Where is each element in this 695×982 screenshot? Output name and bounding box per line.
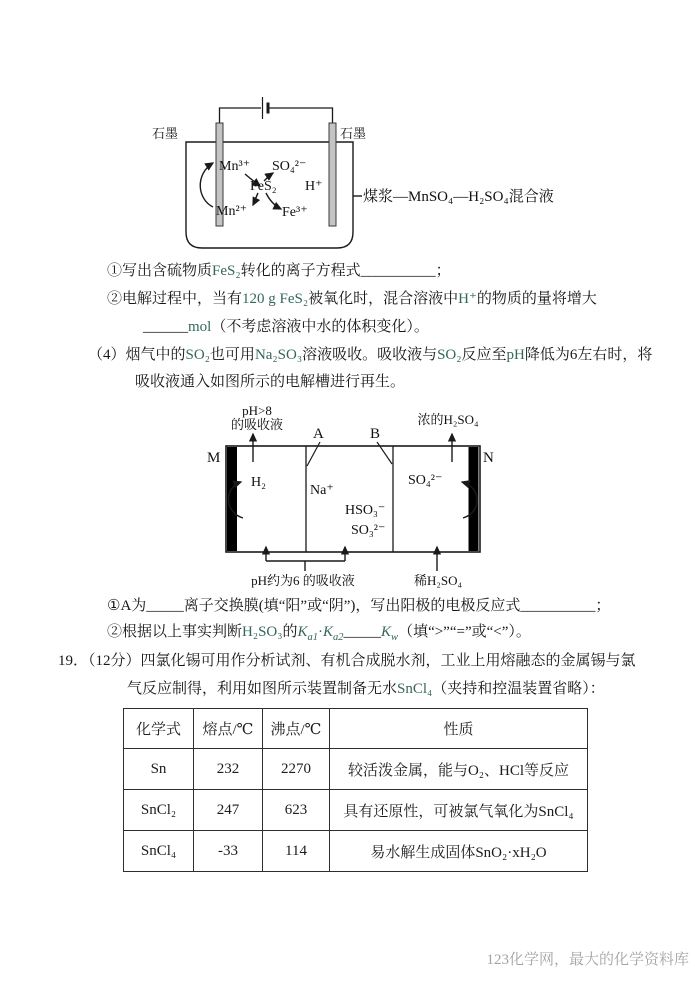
text-seg: K [297, 624, 308, 640]
text-seg: FeS₂ [212, 263, 241, 279]
d2-so4-label: SO₄²⁻ [408, 473, 443, 488]
text-seg: 降低为6左右时，将 [524, 347, 653, 363]
d2-membrane-a-label: A [313, 426, 324, 442]
d2-absorbent-out-label-2: 的吸收液 [230, 417, 284, 432]
table-row [124, 749, 588, 790]
text-seg: 气反应制得，利用如图所示装置制备无水 [127, 681, 398, 697]
text-seg: mol [188, 319, 212, 335]
text-seg: 也可用 [209, 347, 255, 363]
table-cell: SnCl₂ [124, 790, 194, 831]
d2-absorbent-in-label: pH约为6 的吸收液 [251, 573, 355, 588]
q18-sub2b-line [107, 622, 531, 642]
d2-na-label: Na⁺ [310, 483, 334, 498]
d1-right-electrode-label: 石墨 [340, 126, 367, 141]
table-header-cell: 沸点/℃ [263, 709, 330, 749]
text-seg: SO₂ [437, 347, 462, 363]
table-cell: 较活泼金属，能与O₂、HCl等反应 [330, 749, 588, 790]
text-seg: SO₂ [185, 347, 210, 363]
text-seg: · [318, 624, 324, 640]
d1-so4-label: SO₄²⁻ [272, 159, 307, 174]
text-seg: （不考虑溶液中水的体积变化）。 [211, 319, 429, 335]
text-seg: K [381, 624, 392, 640]
d1-h-label: H⁺ [305, 179, 323, 194]
electrolysis-diagram-2 [195, 398, 505, 593]
table-cell: 2270 [263, 749, 330, 790]
text-seg: H⁺ [458, 291, 477, 307]
text-seg: （4）烟气中的 [88, 347, 186, 363]
q18-sub2-line2 [143, 317, 429, 337]
d1-mn2-label: Mn²⁺ [216, 204, 248, 219]
text-seg: 被氧化时，混合溶液中 [308, 291, 459, 307]
circuit-wire [220, 97, 333, 123]
text-seg: _____ [343, 624, 382, 640]
text-seg: K [323, 624, 334, 640]
table-header-row [124, 709, 588, 749]
table-cell: 247 [194, 790, 263, 831]
text-seg: w [391, 632, 399, 643]
text-seg: 吸收液通入如图所示的电解槽进行再生。 [135, 374, 406, 390]
electrolysis-diagram-1 [150, 88, 580, 258]
table-row [124, 831, 588, 872]
d2-membrane-b-label: B [370, 426, 381, 442]
text-seg: a2 [333, 632, 344, 643]
text-seg: 19．（12分）四氯化锡可用作分析试剂、有机合成脱水剂，工业上用熔融态的金属锡与氯 [58, 653, 636, 669]
d1-fes2-label: FeS₂ [250, 179, 277, 194]
table-header-cell: 性质 [330, 709, 588, 749]
text-seg: ①写出含硫物质 [107, 263, 213, 279]
text-seg: 的物质的量将增大 [476, 291, 597, 307]
right-electrode [329, 123, 336, 226]
properties-table [123, 708, 588, 872]
table-cell: 232 [194, 749, 263, 790]
text-seg: （填“>”“=”或“<”）。 [398, 624, 531, 640]
d2-hso3-label: HSO₃⁻ [345, 503, 386, 518]
d2-so3-label: SO₃²⁻ [351, 523, 386, 538]
watermark: 123化学网，最大的化学资料库 [486, 952, 689, 968]
d2-dilute-h2so4-label: 稀H₂SO₄ [413, 573, 463, 588]
d1-solution-label: 煤浆—MnSO₄—H₂SO₄混合液 [363, 189, 554, 205]
text-seg: 溶液吸收。吸收液与 [302, 347, 438, 363]
d1-fe3-label: Fe³⁺ [282, 205, 308, 220]
table-cell: -33 [194, 831, 263, 872]
text-seg: （夹持和控温装置省略）： [432, 681, 605, 697]
d2-absorbent-out-label-1: pH>8 [242, 403, 272, 418]
table-cell: Sn [124, 749, 194, 790]
text-seg: Na₂SO₃ [254, 347, 303, 363]
table-header-cell: 熔点/℃ [194, 709, 263, 749]
text-seg: 转化的离子方程式__________； [240, 263, 451, 279]
d2-electrode-n-label: N [483, 450, 494, 466]
q18-part4-line2 [135, 372, 405, 392]
text-seg: ①A为_____离子交换膜(填“阳”或“阴”)，写出阳极的电极反应式__________； [107, 598, 611, 614]
text-seg: 的 [282, 624, 298, 640]
q19-line1 [58, 651, 636, 671]
table-row [124, 790, 588, 831]
d2-electrode-m-label: M [207, 450, 221, 466]
q18-part4-line1 [88, 345, 652, 365]
text-seg: SnCl₄ [397, 681, 433, 697]
table-cell: 易水解生成固体SnO₂·xH₂O [330, 831, 588, 872]
text-seg: pH [506, 347, 525, 363]
table-header-cell: 化学式 [124, 709, 194, 749]
text-seg: ②根据以上事实判断 [107, 624, 243, 640]
table-cell: SnCl₄ [124, 831, 194, 872]
q18-sub2-line [107, 289, 597, 309]
q18-sub1b-line [107, 596, 610, 616]
table-cell: 623 [263, 790, 330, 831]
text-seg: ______ [143, 319, 188, 335]
q18-sub1-line [107, 261, 451, 281]
d1-mn3-label: Mn³⁺ [219, 159, 251, 174]
text-seg: H₂SO₃ [242, 624, 283, 640]
d2-h2-label: H₂ [251, 475, 266, 490]
text-seg: a1 [307, 632, 319, 643]
table-cell: 114 [263, 831, 330, 872]
q19-line2 [127, 679, 605, 699]
text-seg: 120 g FeS₂ [242, 291, 309, 307]
text-seg: 反应至 [461, 347, 507, 363]
text-seg: ②电解过程中，当有 [107, 291, 243, 307]
d1-left-electrode-label: 石墨 [152, 126, 179, 141]
d2-conc-h2so4-label: 浓的H₂SO₄ [417, 412, 479, 427]
table-cell: 具有还原性，可被氯气氧化为SnCl₄ [330, 790, 588, 831]
